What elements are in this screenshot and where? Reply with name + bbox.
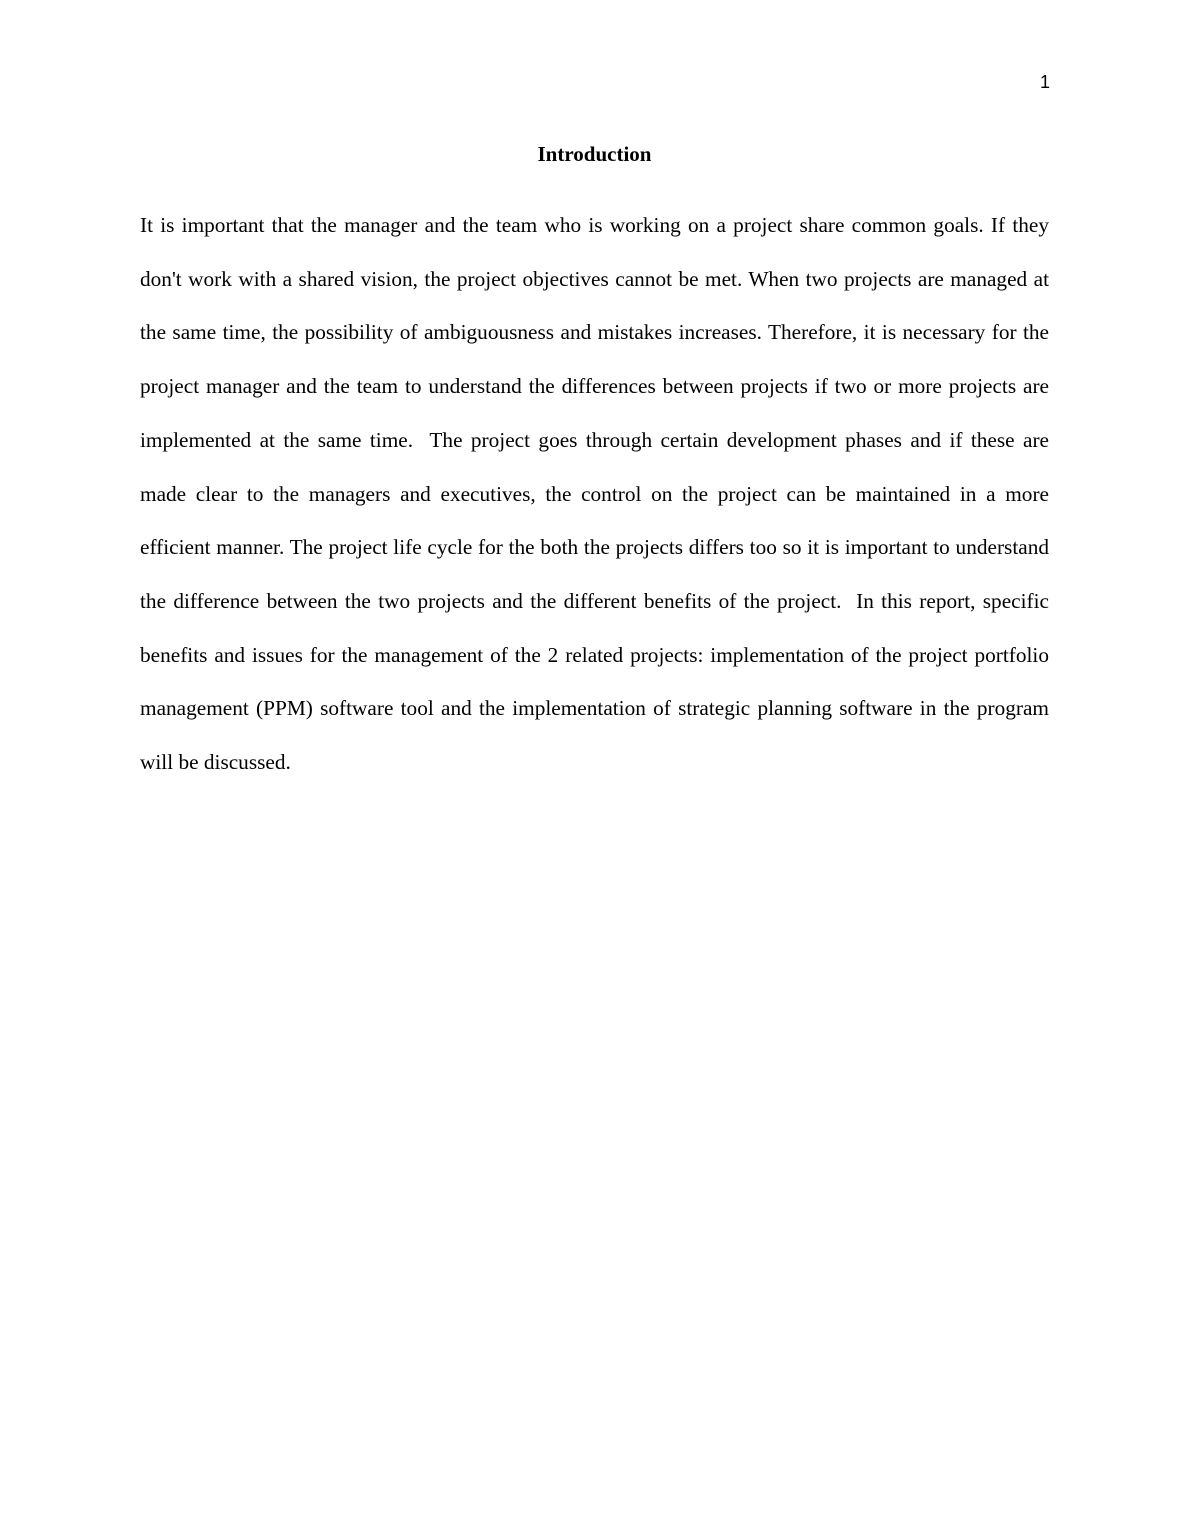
body-paragraph: It is important that the manager and the team who is working on a project share common goals. If they don't work with a shared vision, the project objectives cannot be met. When two projects are managed at the same time, the possibility of ambiguousness and mistakes increases. Therefore, it is necessary for the project manager and the team to understand the differences between projects if two or more projects are implemented at the same time. The project goes through certain development phases and if these are made clear to the managers and executives, the control on the project can be maintained in a more efficient manner. The project life cycle for the both the projects differs too so it is important to understand the difference between the two projects and the different benefits of the project. In this report, specific benefits and issues for the management of the 2 related projects: implementation of the project portfolio management (PPM) software tool and the implementation of strategic planning software in the program will be discussed. [140,213,1055,775]
section-heading: Introduction [537,142,652,166]
page-number: 1 [1039,72,1050,92]
